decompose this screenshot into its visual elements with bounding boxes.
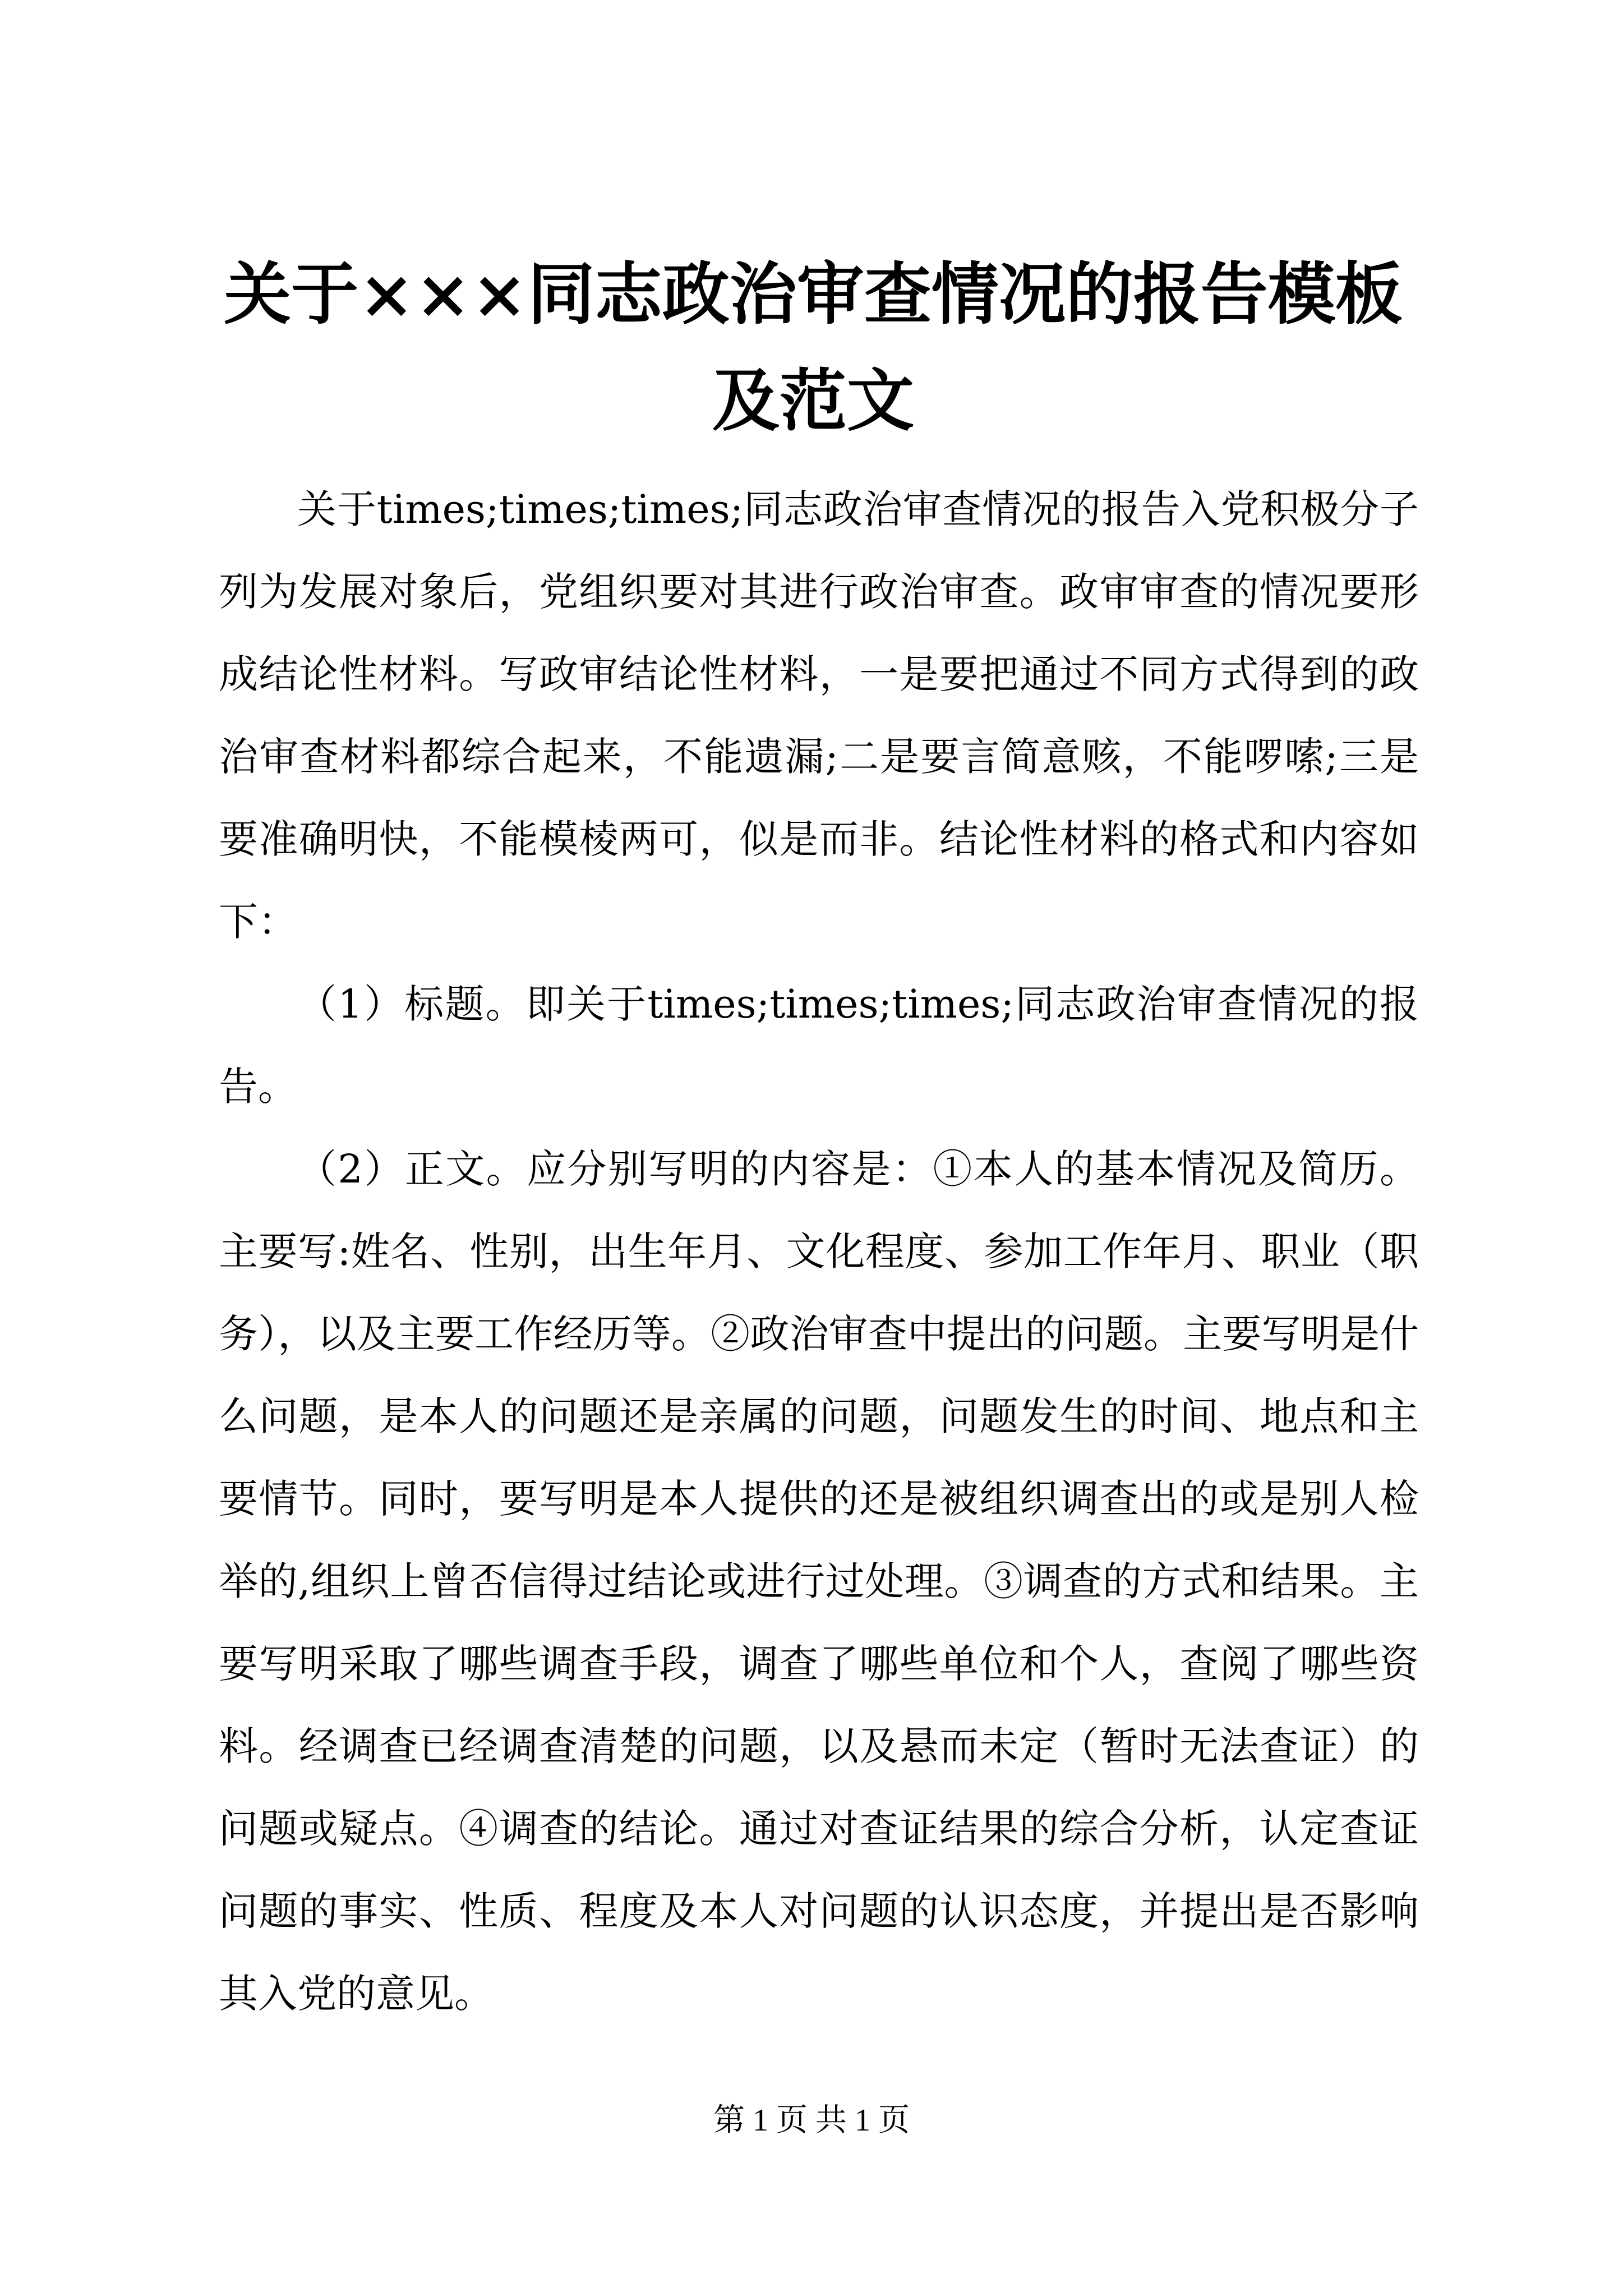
page-footer: 第 1 页 共 1 页 (713, 2103, 910, 2138)
document-body (219, 468, 1419, 2035)
paragraph-intro: 关于times;times;times;同志政治审查情况的报告入党积极分子列为发展对象后，党组织要对其进行政治审查。政审审查的情况要形成结论性材料。写政审结论性材料，一是要把通过不同方式得到的政治审查材料都综合起来，不能遗漏;二是要言简意赅，不能啰嗦;三是要准确明快，不能模棱两可，似是而非。结论性材料的格式和内容如下： (219, 486, 1419, 945)
document-title: 关于×××同志政治审查情况的报告模板及范文 (224, 255, 1403, 440)
paragraph-body-section: （2）正文。应分别写明的内容是：①本人的基本情况及简历。主要写:姓名、性别，出生年月、文化程度、参加工作年月、职业（职务），以及主要工作经历等。②政治审查中提出的问题。主要写明是什么问题，是本人的问题还是亲属的问题，问题发生的时间、地点和主要情节。同时，要写明是本人提供的还是被组织调查出的或是别人检举的,组织上曾否信得过结论或进行过处理。③调查的方式和结果。主要写明采取了哪些调查手段，调查了哪些单位和个人，查阅了哪些资料。经调查已经调查清楚的问题，以及悬而未定（暂时无法查证）的问题或疑点。④调查的结论。通过对查证结果的综合分析，认定查证问题的事实、性质、程度及本人对问题的认识态度，并提出是否影响其入党的意见。 (219, 1146, 1419, 2017)
paragraph-title-section: （1）标题。即关于times;times;times;同志政治审查情况的报告。 (219, 981, 1419, 1110)
